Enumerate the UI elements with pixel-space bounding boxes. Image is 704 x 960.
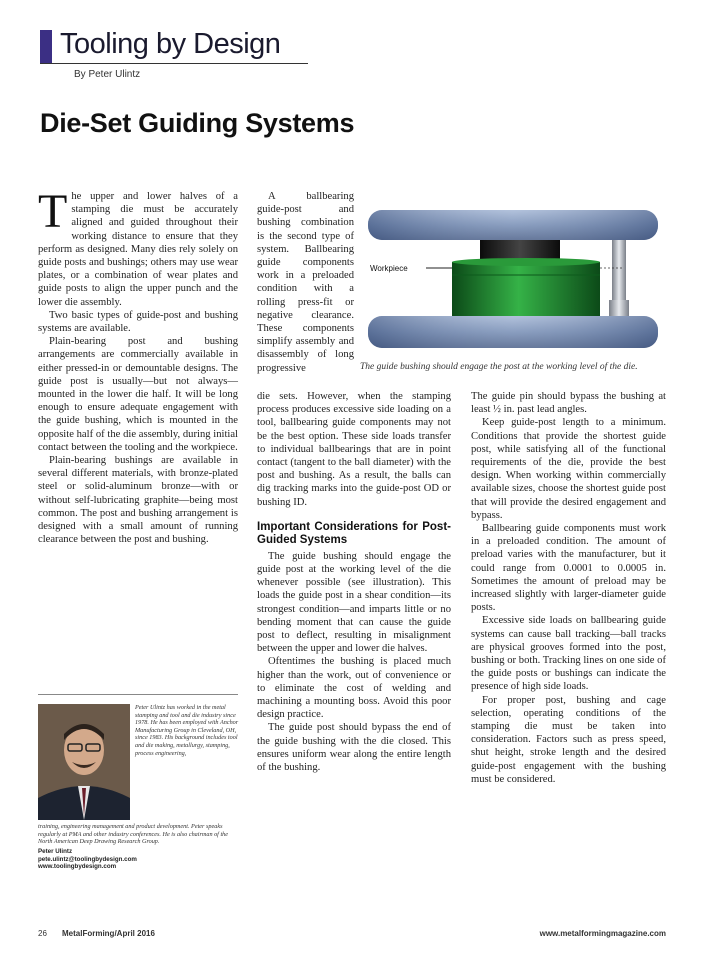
subheading: Important Considerations for Post-Guided Systems	[257, 520, 451, 546]
section-title: Tooling by Design	[60, 28, 281, 60]
paragraph: The guide post should bypass the end of the guide bushing with the die closed. This ensures uniform wear along the entire length of the bushing.	[257, 722, 451, 774]
article-headline: Die-Set Guiding Systems	[40, 108, 355, 138]
section-accent-bar	[40, 30, 52, 64]
paragraph-text: he upper and lower halves of a stamping die must be accurately aligned and guided throughout their working distance to ensure that they perform as designed. Many dies rely solely on guide posts and bushings; others may use wear plates, or a combination of wear plates and guide posts to align the upper punch and the lower die assembly.	[38, 191, 238, 308]
author-photo	[38, 704, 130, 820]
die-set-illustration	[360, 200, 664, 358]
body-column-2-bottom	[257, 390, 451, 774]
paragraph: Excessive side loads on ballbearing guide systems can cause ball tracking—ball tracks are physical grooves formed into the post, bushing or both. Tracking lines on one side of the guide posts or bushings can indicate the presence of high side loads.	[471, 615, 666, 693]
paragraph: Plain-bearing post and bushing arrangements are commercially available in either pressed-in or demountable designs. The guide post is usually—but not always—mounted in the lower die half. It will be long enough to ensure adequate engagement with the guide bushing, which is mounted in the opposite half of the die assembly, during initial contact between the tooling and the workpiece.	[38, 336, 238, 453]
paragraph: A ballbearing guide-post and bushing combination is the second type of system. Ballbearing guide components work in a preloaded condition with a rolling press-fit or negative clearance. These components simplify assembly and disassembly of long progressive	[257, 191, 354, 374]
paragraph: The guide pin should bypass the bushing at least ½ in. past lead angles.	[471, 391, 666, 416]
body-column-3	[471, 390, 666, 786]
body-column-1	[38, 185, 238, 546]
guide-bushing	[452, 258, 600, 316]
header-rule	[40, 63, 308, 64]
author-box-rule	[38, 694, 238, 695]
paragraph: Ballbearing guide components must work in a preloaded condition. The amount of preload varies with the manufacturer, but it could range from 0.0001 to 0.0005 in. Sometimes the amount of preload may be increased slightly with larger-diameter guide posts.	[471, 523, 666, 614]
page-number: 26	[38, 929, 47, 938]
author-bio: Peter Ulintz has worked in the metal stamping and tool and die industry since 1978. He has been employed with Anchor Manufacturing Group in Cleveland, OH, since 1983. His background includes tool and die making, metallurgy, stamping, process engineering,	[135, 704, 239, 757]
paragraph: For proper post, bushing and cage selection, operating conditions of the stamping die must be taken into consideration. Factors such as press speed, shut height, stroke length and the desired guide-post engagement with the bushing must be considered.	[471, 694, 666, 785]
author-contact-email[interactable]: pete.ulintz@toolingbydesign.com	[38, 855, 137, 863]
upper-die-plate	[368, 210, 658, 240]
author-contact-name: Peter Ulintz	[38, 848, 73, 855]
workpiece-label: Workpiece	[370, 264, 408, 273]
magazine-url[interactable]: www.metalformingmagazine.com	[539, 929, 666, 938]
paragraph	[38, 185, 238, 309]
paragraph: Keep guide-post length to a minimum. Conditions that provide the shortest guide post, while satisfying all of the functional requirements of the die, provide the best design. When working within commercially available sizes, choose the shortest guide post that will provide the desired engagement and bypass.	[471, 417, 666, 521]
body-column-2-top	[257, 190, 354, 375]
author-bio-continued: training, engineering management and product development. Peter speaks regularly at PMA and other industry conferences. He is also chairman of the North American Deep Drawing Research Group.	[38, 823, 229, 846]
paragraph: Oftentimes the bushing is placed much higher than the work, out of convenience or to eliminate the cost of welding and machining a mounting boss. Avoid this poor design practice.	[257, 656, 451, 721]
figure-caption: The guide bushing should engage the post at the working level of the die.	[360, 362, 638, 372]
magazine-issue: MetalForming/April 2016	[62, 929, 155, 938]
author-contact-web[interactable]: www.toolingbydesign.com	[38, 863, 117, 871]
author-contact	[38, 848, 238, 871]
byline: By Peter Ulintz	[74, 69, 141, 80]
paragraph: The guide bushing should engage the guide post at the working level of the die whenever possible (see illustration). This loads the guide post in a shear condition—its strongest condition—and imparts little or no bending moment that can cause the guide post to deflect, resulting in misalignment between the upper and lower die halves.	[257, 550, 451, 655]
paragraph: Two basic types of guide-post and bushing systems are available.	[38, 309, 238, 335]
paragraph: Plain-bearing bushings are available in several different materials, with bronze-plated steel or solid-aluminum bronze—with or without self-lubricating graphite—being most common. The post and bushing arrangement is designed with a small amount of running clearance between the post and bushing.	[38, 455, 238, 546]
drop-cap: T	[38, 185, 68, 238]
guide-post	[609, 240, 629, 316]
paragraph: die sets. However, when the stamping process produces excessive side loading on a tool, ballbearing guide components may not be the best option. These side loads transfer to individual ballbearings that are in point contact (tangent to the ball diameter) with the post and bushing. As a result, the balls can dig tracking marks into the guide-post OD or bushing ID.	[257, 391, 451, 508]
lower-die-plate	[368, 316, 658, 348]
